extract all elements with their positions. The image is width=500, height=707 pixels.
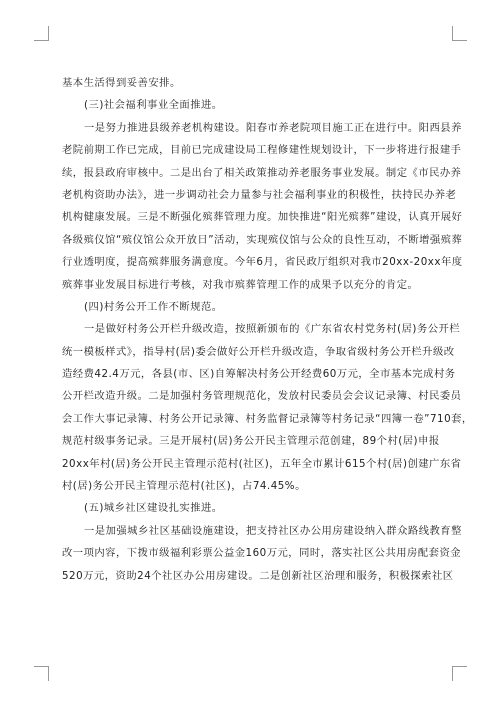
text-line: (四)村务公开工作不断规范。: [84, 300, 223, 313]
text-line: 统一模板样式》，指导村(居)委会做好公开栏升级改造，争取省级村务公开栏升级改: [62, 345, 455, 358]
text-line: 一是努力推进县级养老机构建设。阳春市养老院项目施工正在进行中。阳西县养: [84, 121, 462, 134]
text-line: 村(居)务公开民主管理示范村(社区)，占74.45%。: [62, 480, 306, 493]
text-line: 520万元，资助24个社区办公用房建设。二是创新社区治理和服务，积极探索社区: [62, 569, 454, 582]
text-line: 老机构资助办法》，进一步调动社会力量参与社会福利事业的积极性，扶持民办养老: [62, 188, 457, 201]
crop-mark-top-left: [34, 26, 49, 41]
text-line: 殡葬事业发展目标进行考核，对我市殡葬管理工作的成果予以充分的肯定。: [62, 278, 419, 291]
text-line: 机构健康发展。三是不断强化殡葬管理力度。加快推进“阳光殡葬”建设，认真开展好: [62, 211, 463, 224]
text-line: (三)社会福利事业全面推进。: [84, 99, 223, 112]
text-line: 公开栏改造升级。二是加强村务管理规范化，发放村民委员会会议记录簿、村民委员: [62, 390, 462, 403]
text-line: 行业透明度，提高殡葬服务满意度。今年6月，省民政厅组织对我市20xx-20xx年度: [62, 256, 463, 269]
text-line: 改一项内容，下拨市级福利彩票公益金160万元，同时，落实社区公共用房配套资金: [62, 547, 462, 560]
text-line: 基本生活得到妥善安排。: [62, 77, 181, 89]
text-line: 各级殡仪馆“殡仪馆公众开放日”活动，实现殡仪馆与公众的良性互动，不断增强殡葬: [62, 233, 463, 246]
document-body: [62, 72, 473, 587]
text-line: 规范村级事务记录。三是开展村(居)务公开民主管理示范创建，89个村(居)申报: [62, 435, 440, 448]
text-line: (五)城乡社区建设扎实推进。: [84, 502, 223, 515]
text-line: 会工作大事记录簿、村务公开记录簿、村务监督记录簿等村务记录“四簿一卷”710套，: [62, 412, 473, 425]
crop-mark-top-right: [452, 26, 467, 41]
text-line: 造经费42.4万元，各县(市、区)自筹解决村务公开经费60万元，全市基本完成村务: [62, 368, 456, 381]
text-line: 一是加强城乡社区基础设施建设，把支持社区办公用房建设纳入群众路线教育整: [84, 524, 462, 537]
text-line: 一是做好村务公开栏升级改造，按照新颁布的《广东省农村党务村(居)务公开栏: [84, 323, 461, 336]
text-line: 20xx年村(居)务公开民主管理示范村(社区)，五年全市累计615个村(居)创建广东省: [62, 457, 462, 470]
crop-mark-bottom-right: [452, 666, 467, 681]
crop-mark-bottom-left: [34, 666, 49, 681]
text-line: 老院前期工作已完成，目前已完成建设局工程修建性规划设计，下一步将进行报建手: [62, 144, 462, 157]
text-line: 续，报县政府审核中。二是出台了相关政策推动养老服务事业发展。制定《市民办养: [62, 166, 462, 179]
